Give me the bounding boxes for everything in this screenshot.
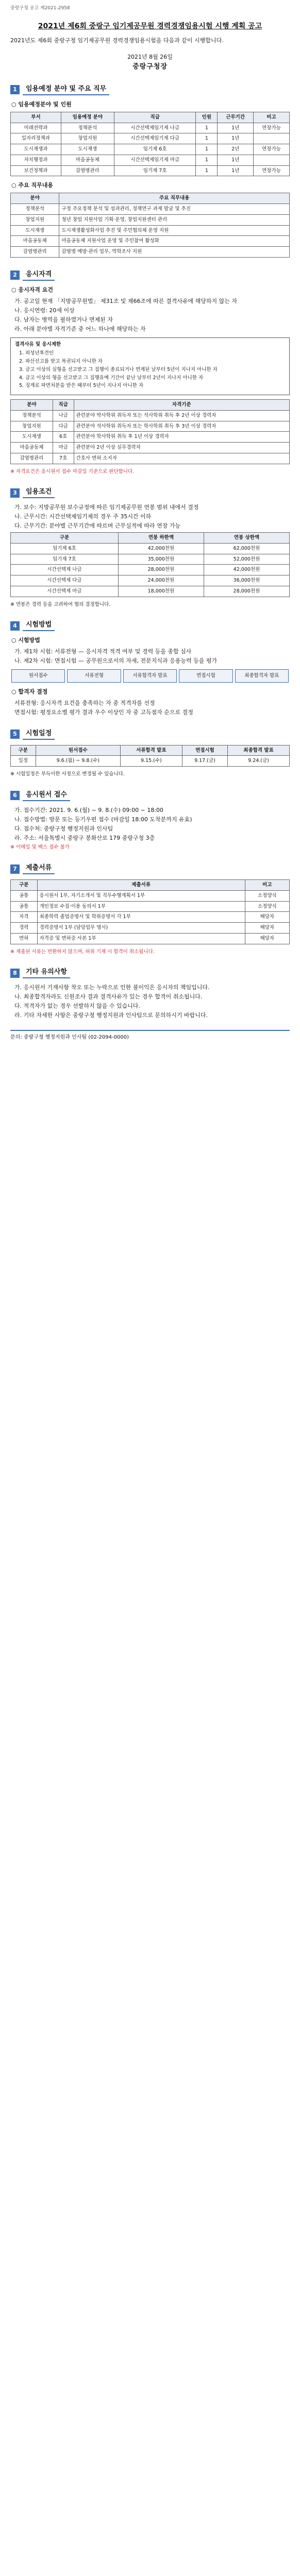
table-cell: 나급: [53, 410, 74, 421]
table-cell: 36,000천원: [204, 575, 289, 586]
table-cell: 창업지원: [11, 421, 53, 432]
table-cell: 임기제 7호: [114, 165, 196, 176]
section-5-note: ※ 시험일정은 부득이한 사정으로 변경될 수 있습니다.: [10, 771, 125, 777]
table-cell: 공통: [11, 901, 38, 912]
section-8-title: 기타 유의사항: [23, 968, 70, 978]
table-row: [11, 443, 290, 453]
table-cell: 경력: [11, 923, 38, 934]
exam-method-list: [10, 648, 290, 665]
table-cell: 미래전략과: [11, 123, 61, 133]
table-row: [11, 236, 290, 247]
list-item: 나. 접수방법: 방문 또는 등기우편 접수 (마감일 18:00 도착분까지 유효): [14, 816, 192, 823]
table-row: [11, 933, 290, 944]
process-step: 서류합격자 발표: [123, 669, 177, 683]
table-cell: 42,000천원: [118, 543, 204, 554]
table-cell: 구정 주요정책 분석 및 성과관리, 정책연구 과제 발굴 및 추진: [59, 204, 290, 215]
list-item: 다. 남자는 병역을 필하였거나 면제된 자: [14, 316, 113, 323]
table-row: [11, 144, 290, 155]
table-cell: 6호: [53, 432, 74, 443]
table-cell: 연장가능: [254, 123, 290, 133]
table-cell: 1년: [218, 155, 254, 165]
table-cell: 최종학력 졸업증명서 및 학위증명서 각 1부: [37, 912, 245, 923]
table-cell: 28,000천원: [204, 586, 289, 597]
process-step: 최종합격자 발표: [235, 669, 289, 683]
section-7-title: 제출서류: [23, 863, 55, 874]
list-item: 가. 응시원서 기재사항 착오 또는 누락으로 인한 불이익은 응시자의 책임입니다.: [14, 984, 210, 991]
list-item: 2. 파산선고를 받고 복권되지 아니한 자: [19, 359, 103, 365]
section-2-number: 2: [10, 270, 20, 280]
table-cell: 9.6.(월) ~ 9.8.(수): [36, 756, 120, 767]
table-cell: 1년: [218, 123, 254, 133]
table-cell: 시간선택제임기제 나급: [114, 123, 196, 133]
table-cell: 공통: [11, 890, 38, 901]
section-6-note: ※ 이메일 및 팩스 접수 불가: [10, 844, 70, 851]
table-row: [11, 901, 290, 912]
table-header-cell: 직급: [114, 112, 196, 123]
section-1-sub-1: ○ 임용예정분야 및 인원: [11, 100, 72, 108]
table-cell: 일정: [11, 756, 36, 767]
section-7: [10, 863, 290, 955]
table-row: [11, 453, 290, 464]
table-cell: 자격: [11, 912, 38, 923]
table-cell: 1: [196, 165, 218, 176]
table-header-cell: 임용예정 분야: [61, 112, 114, 123]
table-cell: 경력증명서 1부 (담당업무 명시): [37, 923, 245, 934]
section-1-sub-2: ○ 주요 직무내용: [11, 182, 54, 189]
table-header-cell: 직급: [53, 400, 74, 411]
table-cell: 청년 창업 지원사업 기획·운영, 창업지원센터 관리: [59, 214, 290, 225]
table-cell: 소정양식: [245, 890, 289, 901]
table-row: [11, 225, 290, 236]
table-cell: 해당자: [245, 923, 289, 934]
table-header-cell: 인원: [196, 112, 218, 123]
table-cell: 감염병관리: [11, 453, 53, 464]
section-4-header: [10, 620, 290, 631]
table-header-cell: 제출서류: [37, 880, 245, 891]
table-row: [11, 155, 290, 165]
table-cell: 18,000천원: [118, 586, 204, 597]
table-cell: 감염병관리: [11, 247, 59, 258]
table-cell: 도시재생: [61, 144, 114, 155]
table-header-cell: 서류합격 발표: [120, 745, 182, 756]
table-cell: 도시재생: [11, 225, 59, 236]
table-header-cell: 구분: [11, 745, 36, 756]
section-8-header: [10, 968, 290, 978]
section-6-number: 6: [10, 791, 20, 800]
table-cell: 관련분야 2년 이상 실무경력자: [74, 443, 289, 453]
table-row: [11, 432, 290, 443]
table-cell: 52,000천원: [204, 554, 289, 565]
section-4: [10, 620, 290, 716]
table-header-cell: 연봉 하한액: [118, 533, 204, 544]
list-item: 라. 아래 분야별 자격기준 중 어느 하나에 해당하는 자: [14, 325, 146, 332]
table-cell: 해당자: [245, 933, 289, 944]
table-cell: 정책분석: [11, 410, 53, 421]
table-cell: 해당자: [245, 912, 289, 923]
list-item: 가. 제1차 시험: 서류전형 — 응시자격 적격 여부 및 경력 등을 종합 심사: [14, 648, 192, 655]
section-2-note: ※ 자격요건은 응시원서 접수 마감일 기준으로 판단합니다.: [10, 468, 135, 474]
table-cell: 마을공동체: [11, 443, 53, 453]
section-3: [10, 487, 290, 608]
table-header-cell: 자격기준: [74, 400, 289, 411]
table-cell: 정책분석: [61, 123, 114, 133]
salary-table: [10, 532, 290, 597]
table-cell: 관련분야 박사학위 취득자 또는 석사학위 취득 후 2년 이상 경력자: [74, 410, 289, 421]
table-cell: 7호: [53, 453, 74, 464]
table-cell: 35,000천원: [118, 554, 204, 565]
section-3-note: ※ 연봉은 경력 등을 고려하여 협의 결정합니다.: [10, 601, 111, 607]
table-row: [11, 923, 290, 934]
table-cell: 도시재생활성화사업 추진 및 주민협의체 운영 지원: [59, 225, 290, 236]
table-cell: 2년: [218, 144, 254, 155]
list-item: 1. 피성년후견인: [19, 350, 54, 357]
table-header-cell: 근무기간: [218, 112, 254, 123]
table-cell: 일자리정책과: [11, 133, 61, 144]
table-cell: [254, 133, 290, 144]
table-cell: 시간선택제임기제 마급: [114, 155, 196, 165]
section-8-number: 8: [10, 969, 20, 978]
table-row: [11, 756, 290, 767]
pass-decision-list: [10, 699, 290, 717]
list-item: 다. 접수처: 중랑구청 행정지원과 인사팀: [14, 825, 113, 832]
list-item: 가. 접수기간: 2021. 9. 6.(월) ~ 9. 8.(수) 09:00 ~ 18:00: [14, 806, 164, 814]
table-cell: 마을공동체: [11, 236, 59, 247]
table-cell: 임기제 6호: [114, 144, 196, 155]
table-row: [11, 410, 290, 421]
table-cell: 보건정책과: [11, 165, 61, 176]
section-4-number: 4: [10, 621, 20, 631]
table-cell: 9.24.(금): [228, 756, 290, 767]
application-list: [10, 806, 290, 842]
table-row: [11, 890, 290, 901]
notice-number: 중랑구청 공고 제2021-2958: [10, 6, 70, 11]
table-cell: 마급: [53, 443, 74, 453]
disqualification-list: [15, 350, 285, 389]
list-item: 라. 주소: 서울특별시 중랑구 봉화산로 179 중랑구청 3층: [14, 834, 155, 841]
section-2-header: [10, 270, 290, 281]
process-step: 면접시험: [179, 669, 232, 683]
table-header-cell: 면접시험: [182, 745, 227, 756]
table-row: [11, 586, 290, 597]
table-cell: 관련분야 학사학위 취득 후 1년 이상 경력자: [74, 432, 289, 443]
table-header-cell: 연봉 상한액: [204, 533, 289, 544]
section-1-header: [10, 84, 290, 95]
list-item: 나. 최종합격자라도 신원조사 결과 결격사유가 있는 경우 합격이 취소됩니다.: [14, 993, 203, 1001]
intro-text: 2021년도 제6회 중랑구청 임기제공무원 경력경쟁임용시험을 다음과 같이 시행합니다.: [10, 37, 224, 44]
table-row: [11, 204, 290, 215]
table-header-cell: 구분: [11, 880, 38, 891]
section-6-title: 응시원서 접수: [23, 790, 70, 801]
table-cell: 시간선택제 다급: [11, 575, 119, 586]
table-cell: 정책분석: [11, 204, 59, 215]
positions-table: [10, 112, 290, 177]
table-cell: 1: [196, 155, 218, 165]
schedule-table: [10, 745, 290, 767]
table-row: [11, 165, 290, 176]
exam-process-flow: [10, 669, 290, 683]
list-item: 가. 공고일 현재 「지방공무원법」 제31조 및 제66조에 따른 결격사유에 해당하지 않는 자: [14, 297, 237, 304]
section-1: [10, 84, 290, 258]
section-5-number: 5: [10, 730, 20, 739]
disqualification-title: 결격사유 및 응시제한: [15, 341, 61, 347]
table-cell: 임기제 7호: [11, 554, 119, 565]
table-cell: 24,000천원: [118, 575, 204, 586]
table-row: [11, 575, 290, 586]
section-3-title: 임용조건: [23, 487, 55, 498]
section-3-header: [10, 487, 290, 498]
eligibility-list: [10, 297, 290, 333]
table-row: [11, 247, 290, 258]
table-cell: 1년: [218, 133, 254, 144]
table-header-cell: 주요 직무내용: [59, 193, 290, 204]
table-cell: 도시재생과: [11, 144, 61, 155]
table-cell: 1: [196, 133, 218, 144]
table-header-cell: 구분: [11, 533, 119, 544]
table-cell: 응시원서 1부, 자기소개서 및 직무수행계획서 1부: [37, 890, 245, 901]
notes-list: [10, 984, 290, 1020]
table-cell: 감염병관리: [61, 165, 114, 176]
table-cell: 소정양식: [245, 901, 289, 912]
notice-date: 2021년 8월 26일: [127, 54, 173, 61]
list-item: 라. 기타 자세한 사항은 중랑구청 행정지원과 인사팀으로 문의하시기 바랍니다.: [14, 1012, 208, 1019]
table-cell: 자격증 및 면허증 사본 1부: [37, 933, 245, 944]
documents-table: [10, 879, 290, 944]
disqualification-box: [10, 337, 290, 396]
table-row: [11, 554, 290, 565]
list-item: 면접시험: 평정요소별 평가 결과 우수 이상인 자 중 고득점자 순으로 결정: [14, 708, 193, 716]
section-6: [10, 790, 290, 851]
list-item: 나. 제2차 시험: 면접시험 — 공무원으로서의 자세, 전문지식과 응용능력 등을 평가: [14, 657, 218, 665]
table-cell: 1년: [218, 165, 254, 176]
table-header-cell: 분야: [11, 400, 53, 411]
table-cell: 마을공동체: [61, 155, 114, 165]
section-1-number: 1: [10, 85, 20, 94]
list-item: 5. 징계로 파면처분을 받은 때부터 5년이 지나지 아니한 자: [19, 383, 144, 389]
qualification-table: [10, 399, 290, 464]
issuer-name: 중랑구청장: [132, 63, 168, 71]
table-header-cell: 분야: [11, 193, 59, 204]
section-7-header: [10, 863, 290, 874]
list-item: 가. 보수: 지방공무원 보수규정에 따른 임기제공무원 연봉 범위 내에서 결정: [14, 504, 199, 511]
section-5: [10, 729, 290, 778]
table-cell: 감염병 예방·관리 업무, 역학조사 지원: [59, 247, 290, 258]
section-8: [10, 968, 290, 1020]
table-cell: 시간선택제 마급: [11, 586, 119, 597]
table-cell: 도시재생: [11, 432, 53, 443]
table-row: [11, 421, 290, 432]
table-cell: 9.17.(금): [182, 756, 227, 767]
table-row: [11, 543, 290, 554]
contact-footer: 문의: 중랑구청 행정지원과 인사팀 (02-2094-0000): [10, 1030, 290, 1042]
table-cell: 다급: [53, 421, 74, 432]
table-cell: 면허: [11, 933, 38, 944]
table-cell: 1: [196, 123, 218, 133]
table-row: [11, 912, 290, 923]
list-item: 다. 근무기간: 분야별 근무기간에 따르며 근무실적에 따라 연장 가능: [14, 522, 181, 530]
duties-table: [10, 193, 290, 258]
table-cell: 시간선택제임기제 다급: [114, 133, 196, 144]
section-1-title: 임용예정 분야 및 주요 직무: [23, 84, 109, 95]
table-cell: 개인정보 수집·이용 동의서 1부: [37, 901, 245, 912]
process-step: 원서접수: [11, 669, 65, 683]
table-row: [11, 123, 290, 133]
section-7-note: ※ 제출된 서류는 반환하지 않으며, 허위 기재 시 합격이 취소됩니다.: [10, 948, 155, 955]
table-cell: 28,000천원: [118, 565, 204, 575]
table-cell: 9.15.(수): [120, 756, 182, 767]
section-4-title: 시험방법: [23, 620, 55, 631]
table-cell: 관련분야 석사학위 취득자 또는 학사학위 취득 후 3년 이상 경력자: [74, 421, 289, 432]
section-3-number: 3: [10, 488, 20, 498]
section-4-sub-2: ○ 합격자 결정: [11, 688, 48, 695]
list-item: 4. 금고 이상의 형을 선고받고 그 집행유예 기간이 끝난 날부터 2년이 지나지 아니한 자: [19, 375, 204, 381]
section-5-header: [10, 729, 290, 740]
table-cell: 창업지원: [11, 214, 59, 225]
list-item: 나. 응시연령: 20세 이상: [14, 307, 75, 314]
section-2-sub-1: ○ 응시자격 요건: [11, 286, 54, 293]
page-title: 2021년 제6회 중랑구 임기제공무원 경력경쟁임용시험 시행 계획 공고: [38, 22, 262, 31]
section-2-title: 응시자격: [23, 270, 55, 281]
table-header-cell: 원서접수: [36, 745, 120, 756]
table-cell: 42,000천원: [204, 565, 289, 575]
table-header-cell: 최종합격 발표: [228, 745, 290, 756]
section-4-sub-1: ○ 시험방법: [11, 637, 40, 644]
list-item: 3. 금고 이상의 실형을 선고받고 그 집행이 종료되거나 면제된 날부터 5년이 지나지 아니한 자: [19, 366, 218, 372]
table-cell: [254, 155, 290, 165]
table-cell: 마을공동체 지원사업 운영 및 주민참여 활성화: [59, 236, 290, 247]
section-6-header: [10, 790, 290, 801]
table-header-cell: 비고: [254, 112, 290, 123]
list-item: 나. 근무시간: 시간선택제임기제의 경우 주 35시간 이하: [14, 513, 152, 520]
section-2: [10, 270, 290, 475]
table-row: [11, 214, 290, 225]
conditions-list: [10, 503, 290, 530]
table-cell: 자치행정과: [11, 155, 61, 165]
table-cell: 간호사 면허 소지자: [74, 453, 289, 464]
table-cell: 임기제 6호: [11, 543, 119, 554]
list-item: 서류전형: 응시자격 요건을 충족하는 자 중 적격자를 선정: [14, 699, 155, 706]
table-row: [11, 565, 290, 575]
table-cell: 연장가능: [254, 165, 290, 176]
table-header-cell: 부서: [11, 112, 61, 123]
table-cell: 연장가능: [254, 144, 290, 155]
table-header-cell: 비고: [245, 880, 289, 891]
process-step: 서류전형: [67, 669, 121, 683]
section-7-number: 7: [10, 865, 20, 874]
table-cell: 시간선택제 나급: [11, 565, 119, 575]
table-cell: 1: [196, 144, 218, 155]
section-5-title: 시험일정: [23, 729, 55, 740]
list-item: 다. 적격자가 없는 경우 선발하지 않을 수 있습니다.: [14, 1003, 140, 1010]
table-row: [11, 133, 290, 144]
table-cell: 창업지원: [61, 133, 114, 144]
table-cell: 62,000천원: [204, 543, 289, 554]
